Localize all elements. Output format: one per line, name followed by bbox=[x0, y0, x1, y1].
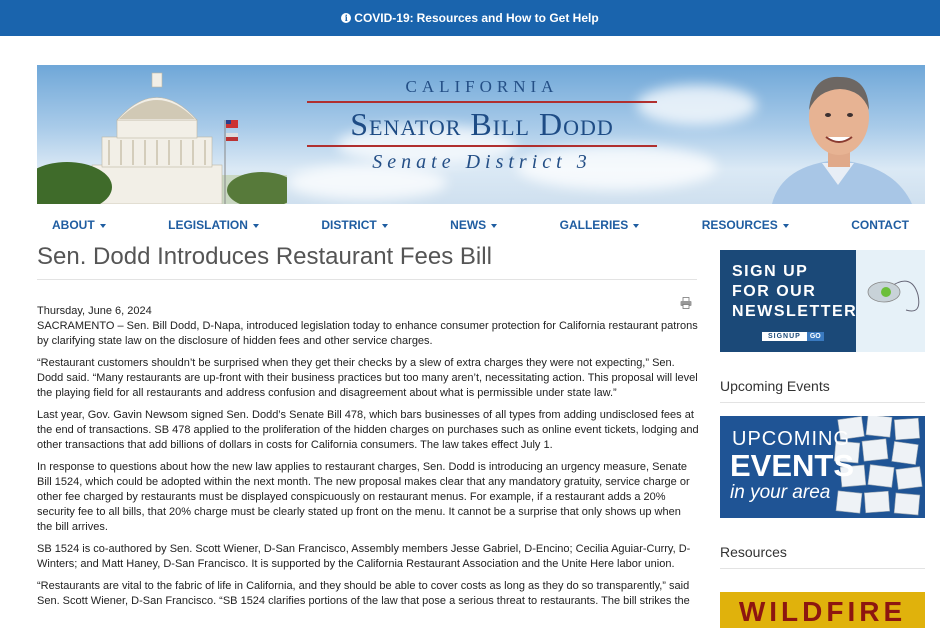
banner-district: Senate District 3 bbox=[372, 151, 592, 173]
go-button[interactable]: GO bbox=[807, 332, 824, 341]
page-title: Sen. Dodd Introduces Restaurant Fees Bill bbox=[37, 243, 697, 280]
newsletter-signup-banner[interactable] bbox=[720, 250, 925, 352]
info-icon: i bbox=[341, 13, 351, 23]
wildfire-text: WILDFIRE bbox=[738, 596, 907, 627]
caret-down-icon bbox=[633, 224, 639, 228]
banner-rule-top bbox=[307, 101, 657, 103]
capitol-image bbox=[37, 65, 287, 204]
main-nav bbox=[37, 214, 925, 236]
nav-district-label: DISTRICT bbox=[321, 218, 377, 232]
nav-news-label: NEWS bbox=[450, 218, 487, 232]
article-paragraph: Last year, Gov. Gavin Newsom signed Sen. Dodd’s Senate Bill 478, which bars businesses of all types from adding undisclosed fees at the end of transactions. SB 478 applied to the proliferation of the hidden charges on purchases such as online event tickets, lodging and other transactions that add billions of dollars in costs for California consumers. The law takes effect July 1. bbox=[37, 409, 699, 451]
resources-heading: Resources bbox=[720, 544, 925, 569]
caret-down-icon bbox=[491, 224, 497, 228]
header-banner[interactable] bbox=[37, 65, 925, 204]
nav-resources[interactable] bbox=[702, 214, 789, 236]
wildfire-banner[interactable] bbox=[720, 592, 925, 628]
nav-galleries-label: GALLERIES bbox=[559, 218, 629, 232]
nav-resources-label: RESOURCES bbox=[701, 218, 778, 232]
senator-portrait bbox=[752, 65, 925, 204]
nav-news[interactable] bbox=[450, 214, 497, 236]
banner-rule-bottom bbox=[307, 145, 657, 147]
nav-about-label: ABOUT bbox=[52, 218, 95, 232]
covid-resources-link[interactable]: Resources and How to Get Help bbox=[416, 11, 599, 25]
alert-prefix: COVID-19: bbox=[354, 11, 414, 25]
covid-alert-bar bbox=[0, 0, 940, 36]
upcoming-events-heading: Upcoming Events bbox=[720, 378, 925, 403]
events-line-2: EVENTS bbox=[730, 448, 855, 483]
article-paragraph: SACRAMENTO – Sen. Bill Dodd, D-Napa, introduced legislation today to enhance consumer protection for California restaurant patrons by clarifying state law on the disclosure of hidden fees and other service charges. bbox=[37, 320, 698, 347]
caret-down-icon bbox=[100, 224, 106, 228]
nav-contact[interactable] bbox=[851, 214, 909, 236]
upcoming-events-banner[interactable] bbox=[720, 416, 925, 518]
newsletter-text bbox=[732, 262, 857, 322]
nav-galleries[interactable] bbox=[560, 214, 640, 236]
article-date: Thursday, June 6, 2024 bbox=[37, 305, 152, 317]
article-paragraph: SB 1524 is co-authored by Sen. Scott Wiener, D-San Francisco, Assembly members Jesse Gabriel, D-Encino; Cecilia Aguiar-Curry, D-Winters; and Matt Haney, D-San Francisco. It is supported by the California Restaurant Association and the Unite Here labor union. bbox=[37, 543, 691, 570]
article-paragraph: “Restaurants are vital to the fabric of life in California, and they should be able to cover costs as long as they do so transparently,” said Sen. Scott Wiener, D-San Francisco. “SB 1524 clarifies portions of the law that pose a serious threat to restaurants. The bill strikes the bbox=[37, 580, 690, 607]
newsletter-signup-bar[interactable] bbox=[762, 332, 824, 341]
newsletter-art bbox=[856, 250, 925, 352]
newsletter-line: FOR OUR bbox=[732, 283, 817, 300]
article-paragraph: “Restaurant customers shouldn’t be surprised when they get their checks by a slew of extra charges they were not expecting,” Sen. Dodd said. “Many restaurants are up-front with their business practices but too many aren’t, necessitating action. This proposal will level the playing field for all restaurants and address confusion and disagreement about what is permissible under state law.” bbox=[37, 357, 698, 399]
computer-mouse-icon bbox=[856, 250, 925, 352]
banner-title bbox=[307, 77, 657, 174]
banner-state: CALIFORNIA bbox=[405, 77, 559, 96]
caret-down-icon bbox=[783, 224, 789, 228]
nav-contact-label: CONTACT bbox=[851, 218, 909, 232]
nav-legislation[interactable] bbox=[168, 214, 259, 236]
events-line-3: in your area bbox=[730, 482, 831, 503]
nav-legislation-label: LEGISLATION bbox=[168, 218, 248, 232]
nav-about[interactable] bbox=[52, 214, 106, 236]
banner-senator-name: Senator Bill Dodd bbox=[350, 106, 614, 142]
newsletter-line: NEWSLETTER bbox=[732, 303, 858, 320]
article-body bbox=[37, 304, 699, 616]
caret-down-icon bbox=[253, 224, 259, 228]
article-paragraph: In response to questions about how the new law applies to restaurant charges, Sen. Dodd is introducing an urgency measure, Senate Bill 1524, which could be adopted within the next month. The new proposal makes clear that any mandatory gratuity, service charge or other fee charged by restaurants must be displayed conspicuously on restaurant menus. For example, if a restaurant adds a 20% security fee to all bills, that 20% charge must be clearly stated up front on the menu. It cannot be a surprise that only shows up when the bill arrives. bbox=[37, 461, 690, 533]
events-line-1: UPCOMING bbox=[732, 428, 850, 450]
nav-district[interactable] bbox=[321, 214, 387, 236]
signup-label: SIGNUP bbox=[762, 332, 807, 341]
caret-down-icon bbox=[382, 224, 388, 228]
newsletter-line: SIGN UP bbox=[732, 263, 809, 280]
